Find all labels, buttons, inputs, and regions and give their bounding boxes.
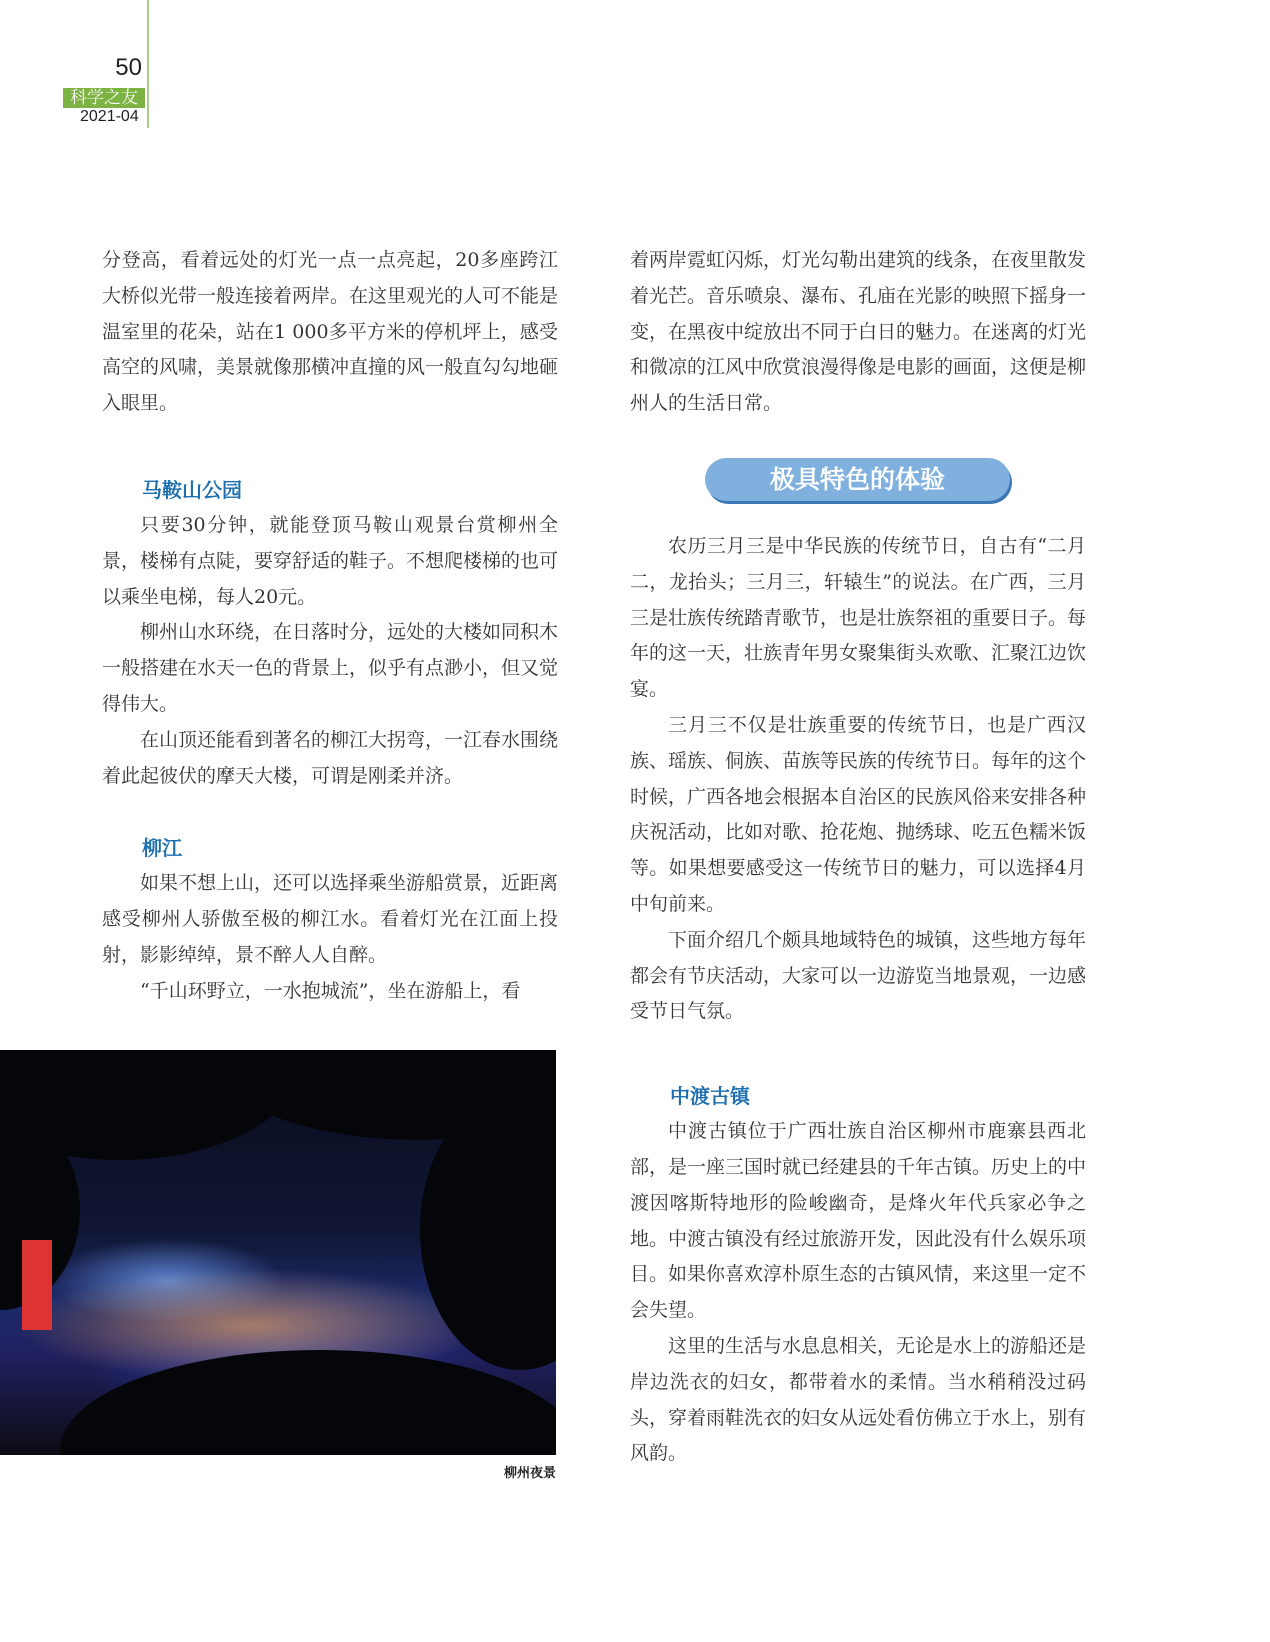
paragraph: 柳州山水环绕，在日落时分，远处的大楼如同积木一般搭建在水天一色的背景上，似乎有点渺小，但又觉得伟大。: [102, 621, 559, 715]
photo-caption: 柳州夜景: [503, 1466, 556, 1481]
paragraph: 中渡古镇位于广西壮族自治区柳州市鹿寨县西北部，是一座三国时就已经建县的千年古镇。历史上的中渡因喀斯特地形的险峻幽奇，是烽火年代兵家必争之地。中渡古镇没有经过旅游开发，因此没有什么娱乐项目。如果你喜欢淳朴原生态的古镇风情，来这里一定不会失望。: [630, 1120, 1087, 1322]
paragraph: 在山顶还能看到著名的柳江大拐弯，一江春水围绕着此起彼伏的摩天大楼，可谓是刚柔并济。: [102, 728, 559, 787]
paragraph: 三月三不仅是壮族重要的传统节日，也是广西汉族、瑶族、侗族、苗族等民族的传统节日。每年的这个时候，广西各地会根据本自治区的民族风俗来安排各种庆祝活动，比如对歌、抢花炮、抛绣球、吃五色糯米饭等。如果想要感受这一传统节日的魅力，可以选择4月中旬前来。: [630, 713, 1087, 915]
issue-date: 2021-04: [80, 108, 139, 125]
night-city-photo: [0, 1050, 556, 1455]
section-banner: 极具特色的体验: [705, 458, 1010, 501]
paragraph: 只要30分钟，就能登顶马鞍山观景台赏柳州全景，楼梯有点陡，要穿舒适的鞋子。不想爬楼梯的也可以乘坐电梯，每人20元。: [102, 513, 559, 608]
paragraph: 农历三月三是中华民族的传统节日，自古有“二月二，龙抬头；三月三，轩辕生”的说法。在广西，三月三是壮族传统踏青歌节，也是壮族祭祖的重要日子。每年的这一天，壮族青年男女聚集街头欢歌、汇聚江边饮宴。: [630, 535, 1087, 701]
margin-rule: [147, 0, 149, 128]
paragraph: 这里的生活与水息息相关，无论是水上的游船还是岸边洗衣的妇女，都带着水的柔情。当水稍稍没过码头，穿着雨鞋洗衣的妇女从远处看仿佛立于水上，别有风韵。: [630, 1334, 1087, 1465]
paragraph: “千山环野立，一水抱城流”，坐在游船上，看: [140, 979, 521, 1002]
right-column-top: [630, 243, 1086, 422]
right-column: [630, 529, 1086, 1472]
section-heading: 马鞍山公园: [142, 477, 242, 502]
section-heading: 柳江: [142, 836, 182, 861]
magazine-name: 科学之友: [63, 88, 145, 108]
paragraph: 下面介绍几个颇具地域特色的城镇，这些地方每年都会有节庆活动，大家可以一边游览当地景观，一边感受节日气氛。: [630, 928, 1087, 1023]
left-column: [102, 243, 558, 1010]
paragraph: 分登高，看着远处的灯光一点一点亮起，20多座跨江大桥似光带一般连接着两岸。在这里观光的人可不能是温室里的花朵，站在1 000多平方米的停机坪上，感受高空的风啸，美景就像那横冲直撞的风一般直勾勾地砸入眼里。: [102, 249, 559, 415]
page-number: 50: [115, 54, 142, 81]
section-heading: 中渡古镇: [670, 1084, 750, 1109]
paragraph: 着两岸霓虹闪烁，灯光勾勒出建筑的线条，在夜里散发着光芒。音乐喷泉、瀑布、孔庙在光影的映照下摇身一变，在黑夜中绽放出不同于白日的魅力。在迷离的灯光和微凉的江风中欣赏浪漫得像是电影的画面，这便是柳州人的生活日常。: [630, 249, 1087, 415]
paragraph: 如果不想上山，还可以选择乘坐游船赏景，近距离感受柳州人骄傲至极的柳江水。看着灯光在江面上投射，影影绰绰，景不醉人人自醉。: [102, 872, 559, 966]
